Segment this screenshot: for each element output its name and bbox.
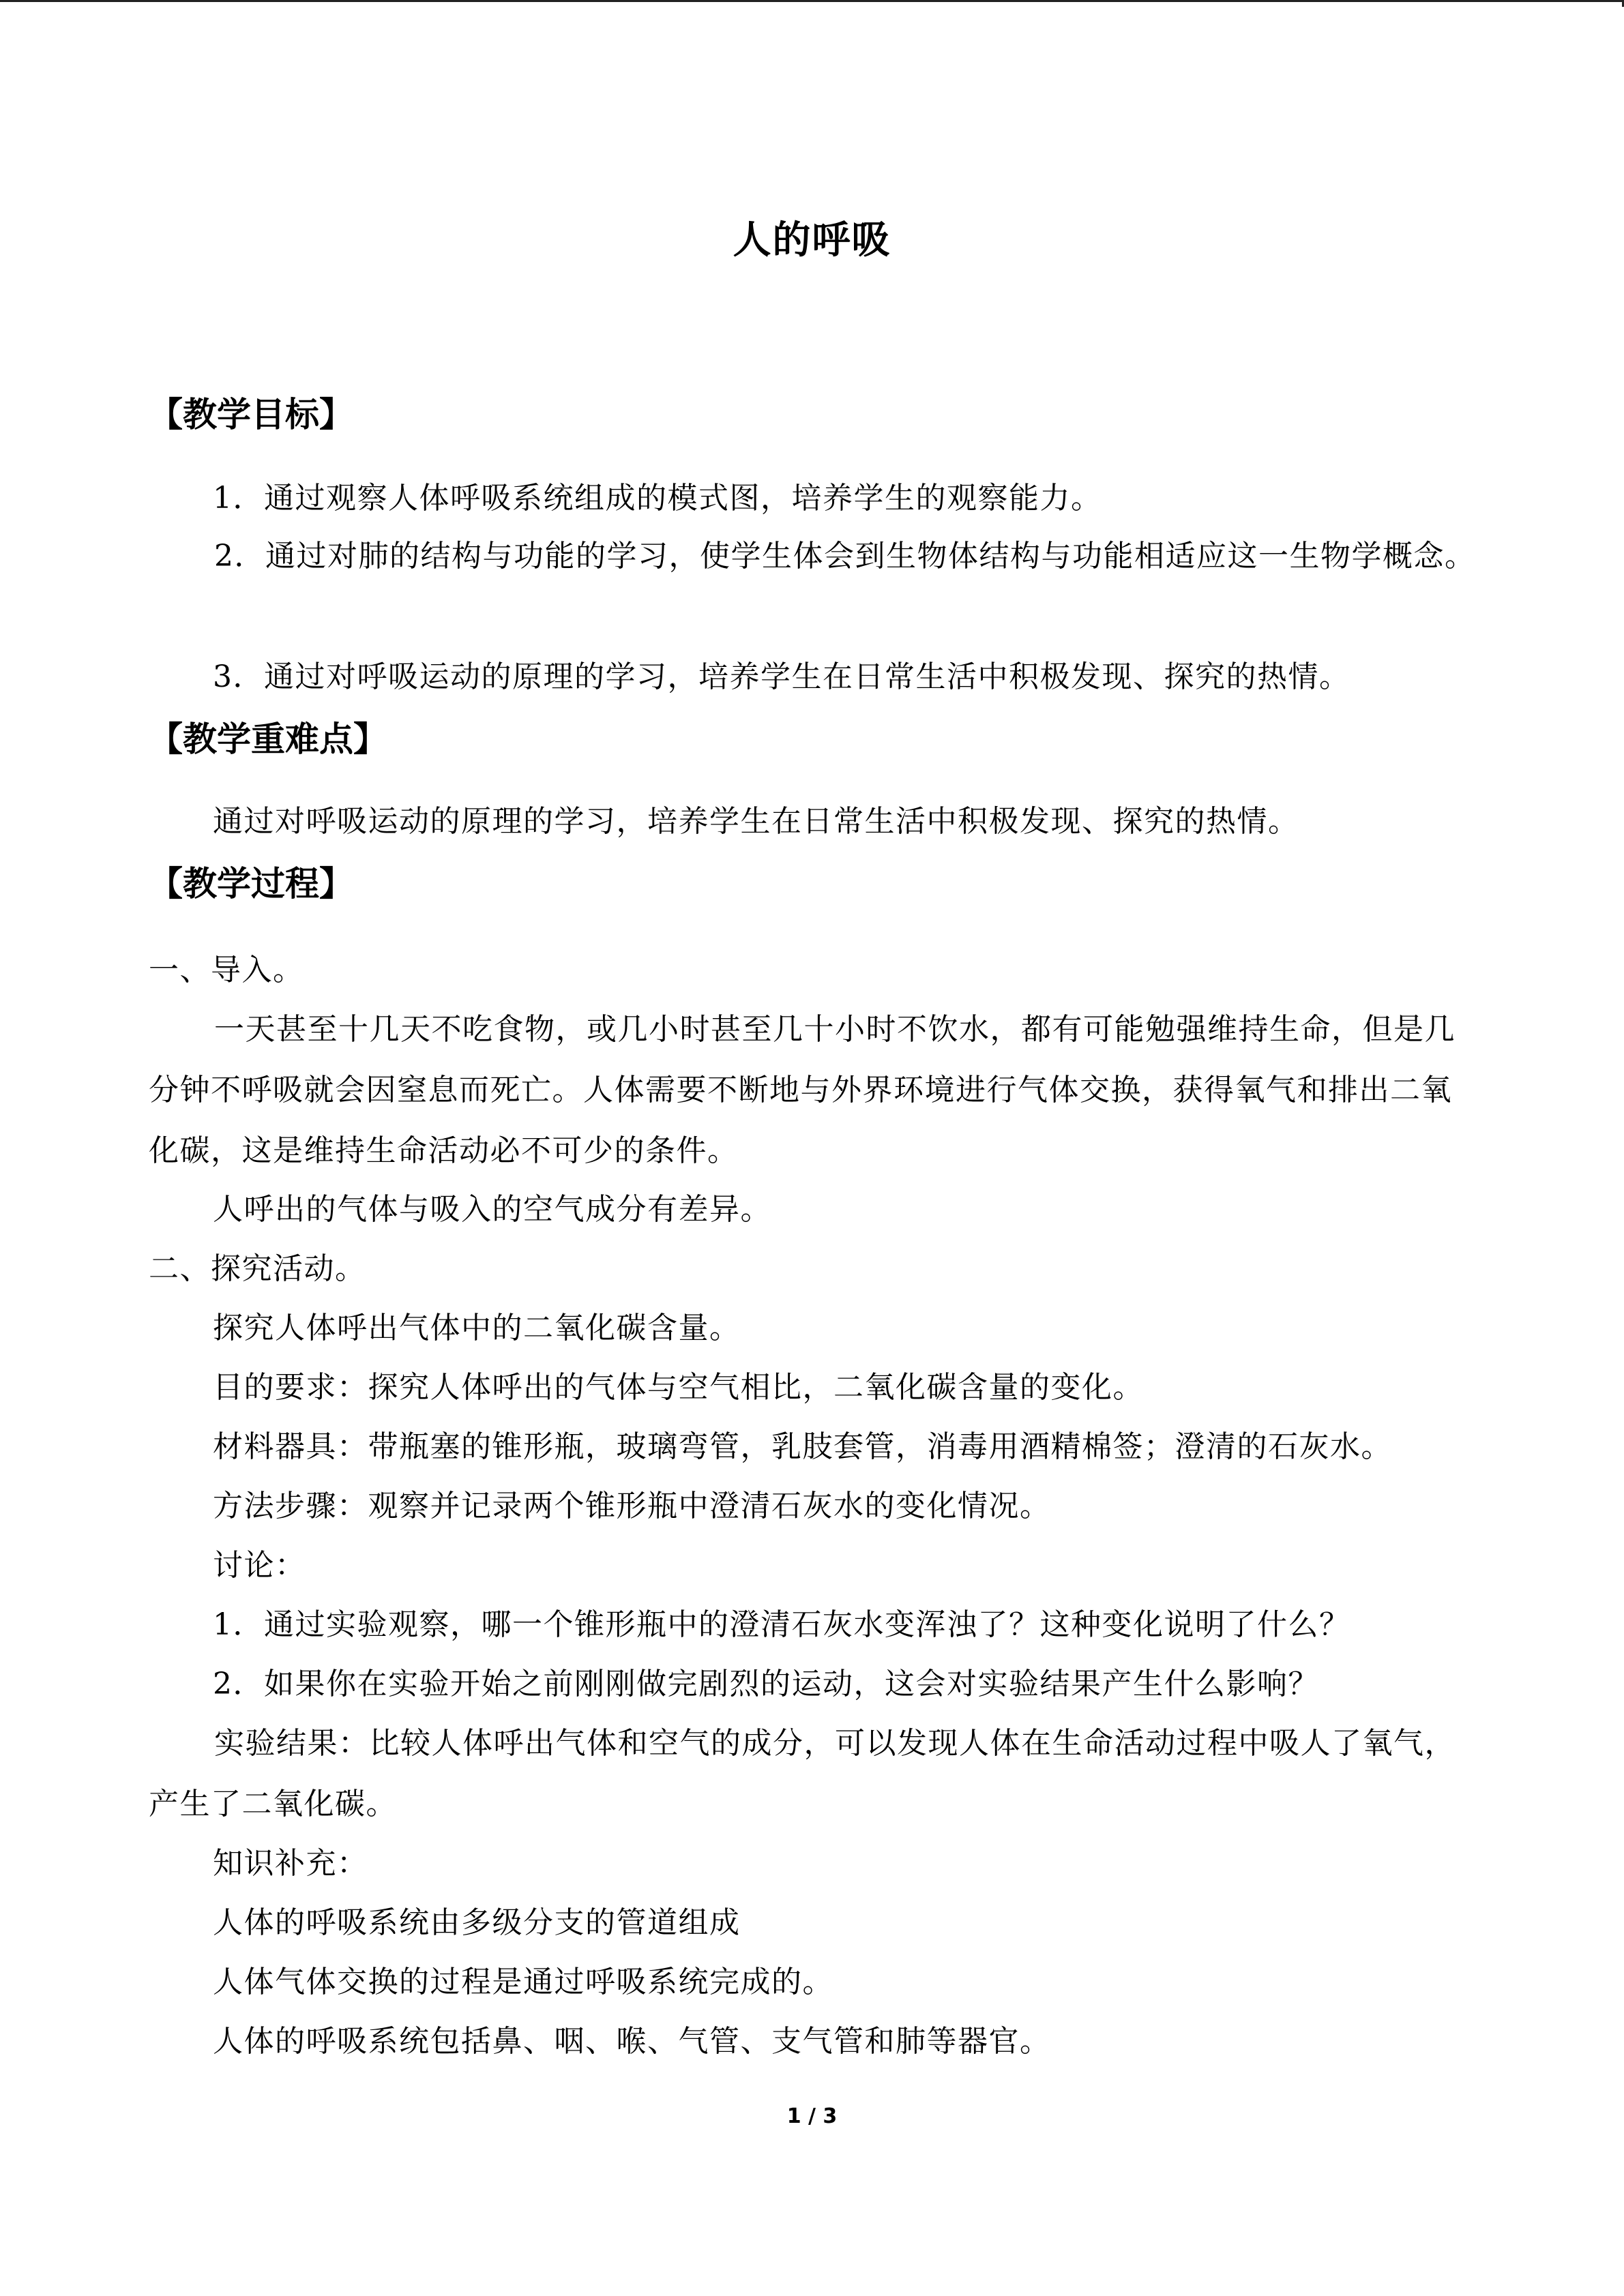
objective-item-3: 3．通过对呼吸运动的原理的学习，培养学生在日常生活中积极发现、探究的热情。 [213,659,1350,694]
experiment-line: 材料器具：带瓶塞的锥形瓶，玻璃弯管，乳肢套管，消毒用酒精棉签；澄清的石灰水。 [213,1429,1392,1464]
experiment-line: 目的要求：探究人体呼出的气体与空气相比，二氧化碳含量的变化。 [213,1370,1144,1405]
page-indicator: 1 / 3 [786,2104,838,2128]
discussion-question: 2．如果你在实验开始之前刚刚做完剧烈的运动，这会对实验结果产生什么影响？ [213,1667,1319,1701]
experiment-line: 讨论： [213,1548,306,1583]
key-points-text: 通过对呼吸运动的原理的学习，培养学生在日常生活中积极发现、探究的热情。 [213,804,1299,839]
experiment-line: 方法步骤：观察并记录两个锥形瓶中澄清石灰水的变化情况。 [213,1489,1051,1523]
section-heading-process: 【教学过程】 [149,864,353,904]
experiment-result: 实验结果：比较人体呼出气体和空气的成分，可以发现人体在生命活动过程中吸人了氧气，产生了二氧化碳。 [149,1726,1456,1821]
process-part1-note: 人呼出的气体与吸入的空气成分有差异。 [213,1192,771,1227]
page-title: 人的呼吸 [733,218,891,263]
process-part1-title: 一、导入。 [149,953,304,987]
section-heading-objectives: 【教学目标】 [149,395,353,434]
supplement-line: 人体的呼吸系统由多级分支的管道组成 [213,1905,741,1940]
objective-item-2: 2．通过对肺的结构与功能的学习，使学生体会到生物体结构与功能相适应这一生物学概念。 [214,539,1476,573]
supplement-line: 知识补充： [213,1846,368,1881]
experiment-line: 探究人体呼出气体中的二氧化碳含量。 [213,1311,741,1345]
discussion-question: 1．通过实验观察，哪一个锥形瓶中的澄清石灰水变浑浊了？这种变化说明了什么？ [213,1607,1350,1642]
supplement-line: 人体的呼吸系统包括鼻、咽、喉、气管、支气管和肺等器官。 [213,2024,1051,2059]
objective-item-1: 1．通过观察人体呼吸系统组成的模式图，培养学生的观察能力。 [213,481,1102,516]
process-part1-paragraph: 一天甚至十几天不吃食物，或几小时甚至几十小时不饮水，都有可能勉强维持生命，但是几分钟不呼吸就会因窒息而死亡。人体需要不断地与外界环境进行气体交换，获得氧气和排出二氧化碳，这是维持生命活动必不可少的条件。 [149,1012,1456,1168]
section-heading-key-points: 【教学重难点】 [149,719,387,759]
supplement-line: 人体气体交换的过程是通过呼吸系统完成的。 [213,1965,833,1999]
process-part2-title: 二、探究活动。 [149,1251,366,1286]
